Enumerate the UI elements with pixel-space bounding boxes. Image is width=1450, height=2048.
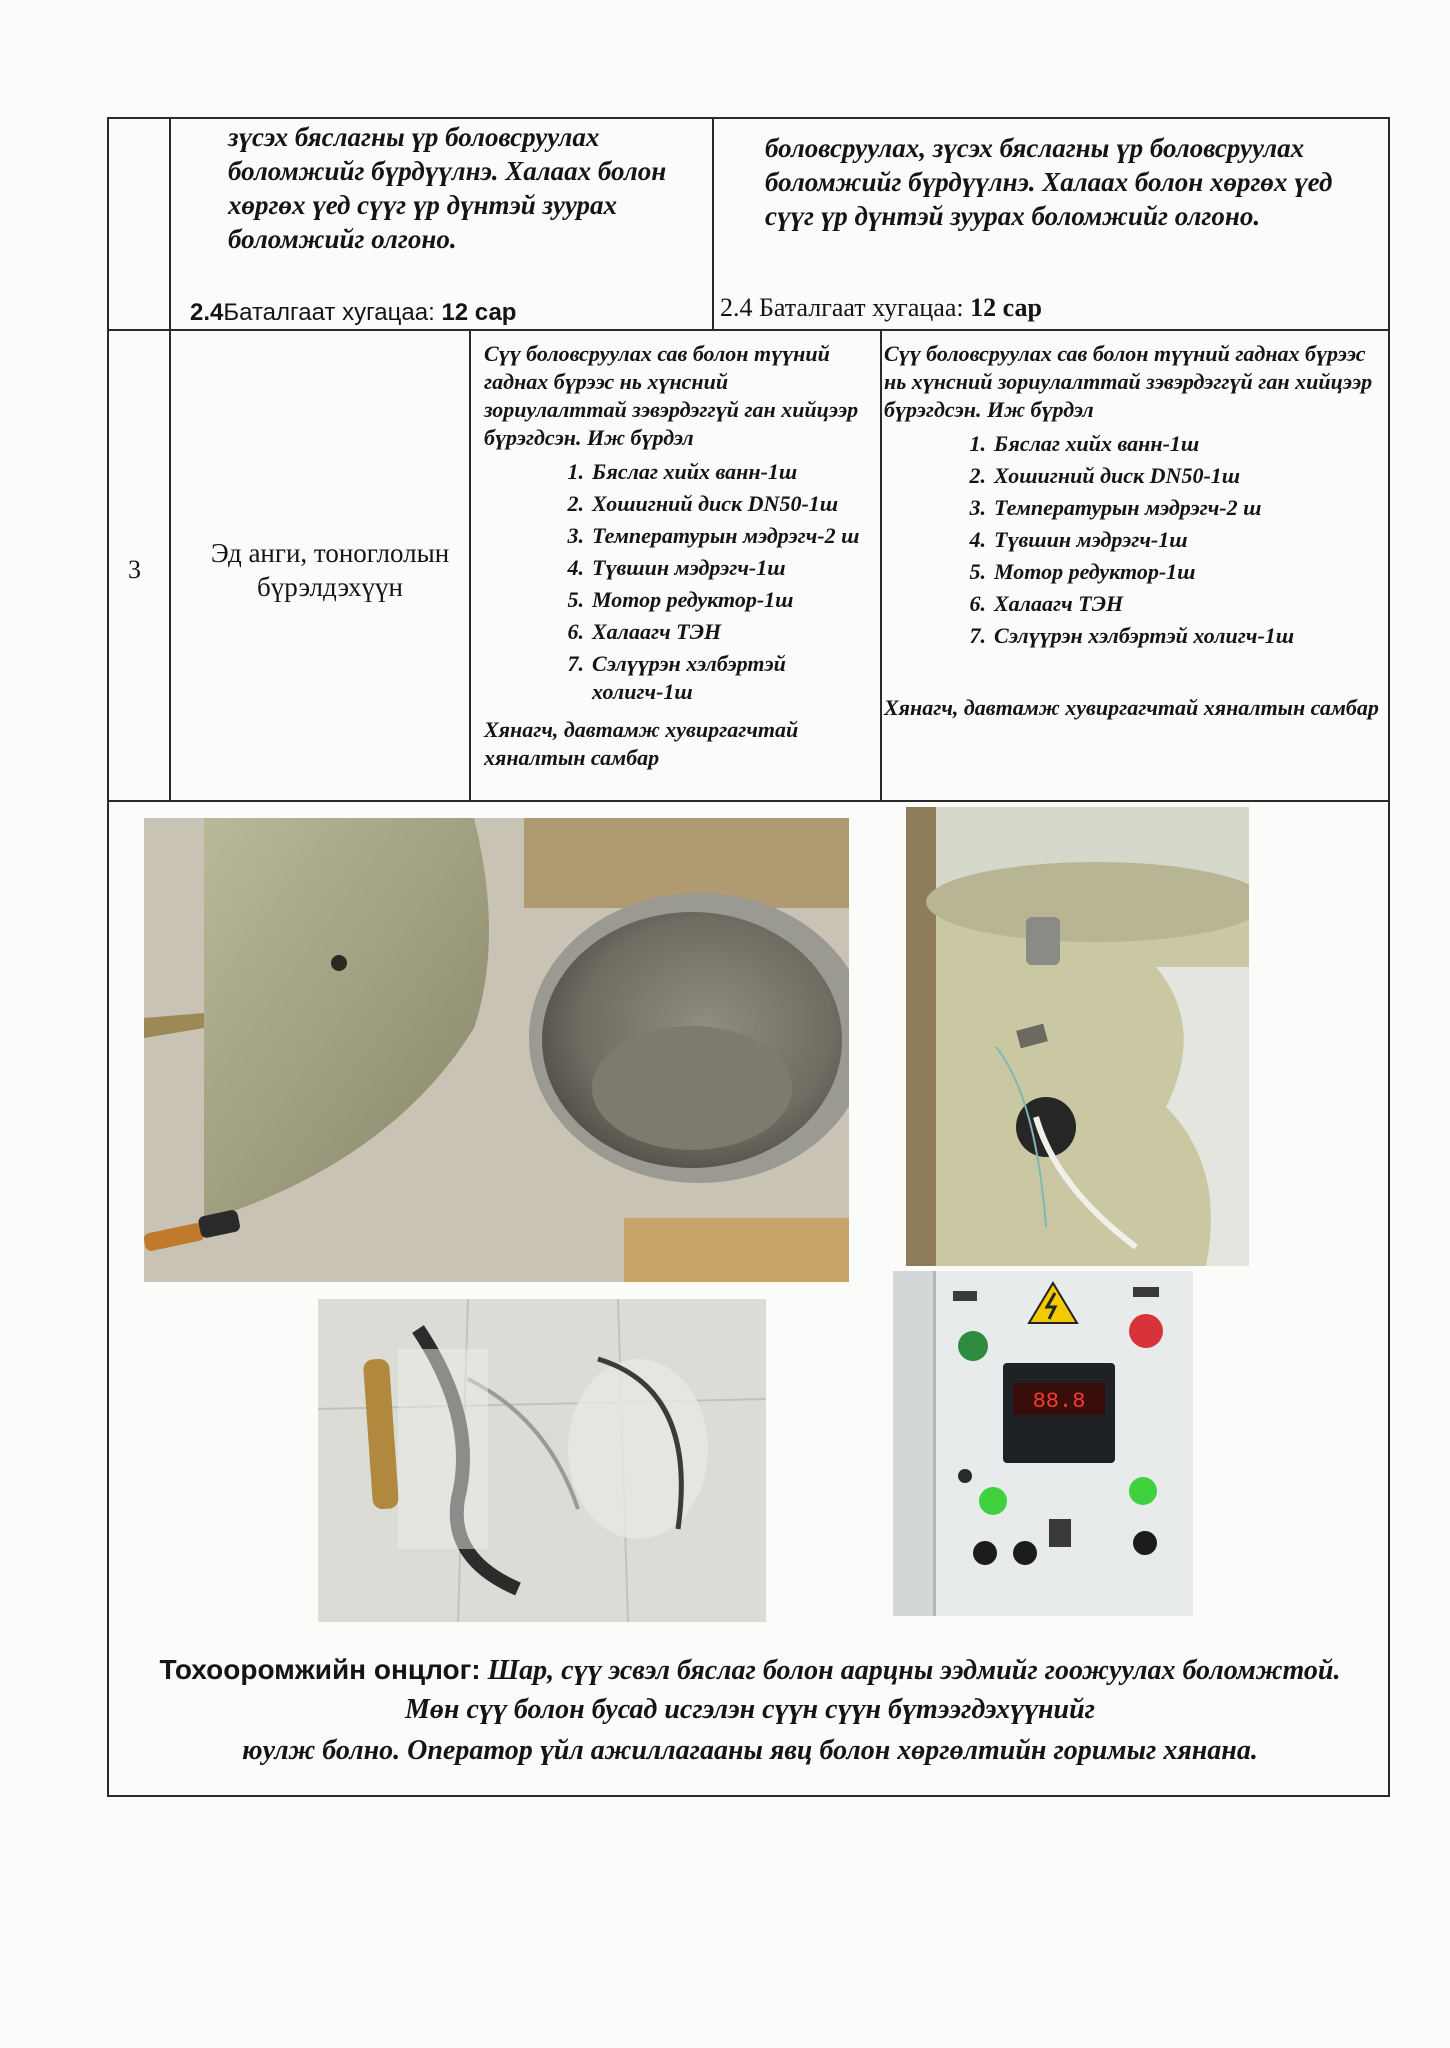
list-item: 6. Халаагч ТЭН <box>969 591 1124 616</box>
list-item: 5. Мотор редуктор-1ш <box>969 559 1196 584</box>
footer-line-1 <box>120 1653 1380 1688</box>
cheese-vat-illustration <box>144 818 849 1282</box>
photo-cheese-vat <box>144 818 849 1282</box>
list-item: 1. Бяслаг хийх ванн-1ш <box>567 459 798 484</box>
footer-line-2: Мөн сүү болон бусад исгэлэн сүүн сүүн бүтээгдэхүүнийг <box>405 1694 1095 1725</box>
left-component-list <box>484 340 874 772</box>
left-footer: Хянагч, давтамж хувиргагчтай хяналтын самбар <box>484 717 799 770</box>
footer-line-3: юулж болно. Оператор үйл ажиллагааны явц болон хөргөлтийн горимыг хянана. <box>242 1735 1258 1766</box>
footer-text-1: Шар, сүү эсвэл бяслаг болон аарцны ээдмийг гоожуулах боломжтой. <box>487 1655 1341 1686</box>
right-footer: Хянагч, давтамж хувиргагчтай хяналтын самбар <box>884 695 1379 720</box>
row-number: 3 <box>128 555 141 584</box>
list-item: 3. Температурын мэдрэгч-2 ш <box>969 495 1262 520</box>
right-intro: Сүү боловсруулах сав болон түүний гаднах бүрээс нь хүнсний зориулалттай зэвэрдэггүй ган хийцээр бүрэгдсэн. Иж бүрдэл <box>884 341 1373 422</box>
frame-right <box>1388 117 1390 1797</box>
frame-left <box>107 117 109 1797</box>
list-item: 4. Түвшин мэдрэгч-1ш <box>969 527 1188 552</box>
list-item: 3. Температурын мэдрэгч-2 ш <box>567 523 860 548</box>
accessories-illustration <box>318 1299 766 1622</box>
list-item: 7. Сэлүүрэн хэлбэртэй холигч-1ш <box>969 623 1295 648</box>
vat-sensors-illustration <box>906 807 1249 1266</box>
section-a-left-text: зүсэх бяслагны үр боловсруулах боломжийг бүрдүүлнэ. Халаах болон хөргөх үед сүүг үр дүнтэй зуурах боломжийг олгоно. <box>228 122 667 254</box>
left-warranty-value: 12 сар <box>441 299 517 326</box>
photo-vat-sensors <box>906 807 1249 1266</box>
row-divider-1 <box>107 329 1390 331</box>
row-divider-2 <box>107 800 1390 802</box>
row3-col-divider-2 <box>880 329 882 802</box>
right-warranty-label: 2.4 Баталгаат хугацаа: <box>720 293 964 322</box>
list-item: 2. Хошигний диск DN50-1ш <box>567 491 839 516</box>
frame-top <box>107 117 1390 119</box>
photo-accessories <box>318 1299 766 1622</box>
row-title: Эд анги, тоноглолын бүрэлдэхүүн <box>210 538 450 602</box>
list-item: 1. Бяслаг хийх ванн-1ш <box>969 431 1200 456</box>
list-item: 5. Мотор редуктор-1ш <box>567 587 794 612</box>
list-item: 6. Халаагч ТЭН <box>567 619 722 644</box>
num-col-divider <box>169 117 171 802</box>
section-a-col-divider <box>712 117 714 331</box>
footer-label: Тохооромжийн онцлог: <box>159 1654 481 1685</box>
photo-control-panel <box>893 1271 1193 1616</box>
left-warranty-number: 2.4 <box>190 299 224 326</box>
right-warranty-value: 12 сар <box>970 293 1042 322</box>
right-component-list <box>884 340 1384 722</box>
row3-col-divider-1 <box>469 329 471 802</box>
frame-bottom <box>107 1795 1390 1797</box>
panel-display-readout: 88.8 <box>1032 1389 1086 1414</box>
list-item: 2. Хошигний диск DN50-1ш <box>969 463 1241 488</box>
section-a-right-warranty <box>720 292 1380 324</box>
section-a-left-warranty <box>190 298 700 328</box>
list-item: 7. Сэлүүрэн хэлбэртэй холигч-1ш <box>567 651 786 704</box>
control-panel-illustration <box>893 1271 1193 1616</box>
list-item: 4. Түвшин мэдрэгч-1ш <box>567 555 786 580</box>
section-a-right-text: боловсруулах, зүсэх бяслагны үр боловсруулах боломжийг бүрдүүлнэ. Халаах болон хөргөх үед сүүг үр дүнтэй зуурах боломжийг олгоно. <box>765 133 1333 231</box>
left-intro: Сүү боловсруулах сав болон түүний гаднах бүрээс нь хүнсний зориулалттай зэвэрдэггүй ган хийцээр бүрэгдсэн. Иж бүрдэл <box>484 341 859 450</box>
left-warranty-label: Баталгаат хугацаа: <box>223 299 435 326</box>
